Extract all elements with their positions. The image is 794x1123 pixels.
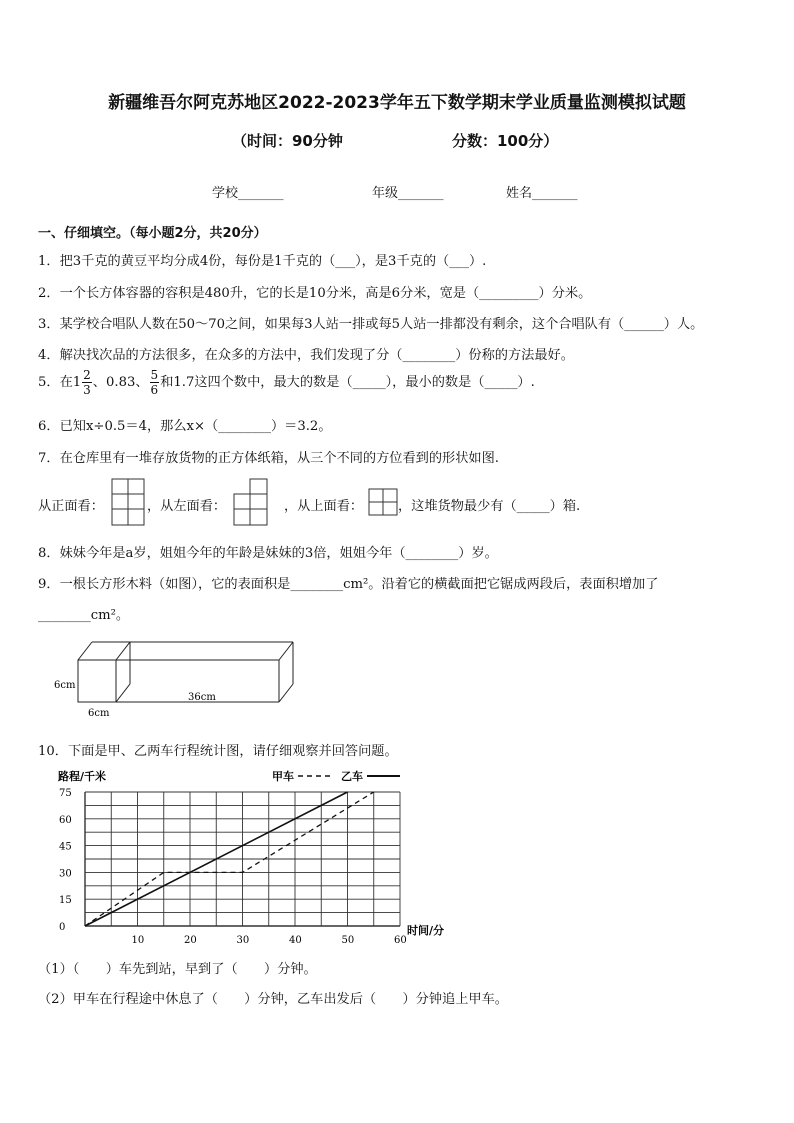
y-tick-label: 75 bbox=[59, 788, 72, 799]
question-9-line-2: ________cm²。 bbox=[38, 608, 130, 623]
q5-part-c: 和1.7这四个数中，最大的数是（_____），最小的数是（_____）. bbox=[160, 375, 535, 390]
x-tick-label: 10 bbox=[131, 935, 145, 946]
y-tick-label: 45 bbox=[59, 841, 72, 853]
wood-beam-figure bbox=[40, 632, 310, 722]
exam-score: 分数：100分） bbox=[452, 132, 559, 150]
beam-length-label: 36cm bbox=[188, 692, 216, 703]
y-tick-label: 15 bbox=[59, 895, 72, 907]
q7-front-label: 从正面看： bbox=[38, 499, 104, 514]
question-9-line-1: 9．一根长方形木料（如图），它的表面积是________cm²。沿着它的横截面把它锯成两段后，表面积增加了 bbox=[38, 577, 659, 592]
question-2: 2．一个长方体容器的容积是480升，它的长是10分米，高是6分米，宽是（_________）分米。 bbox=[38, 286, 592, 301]
left-view-figure bbox=[232, 477, 270, 527]
exam-title: 新疆维吾尔阿克苏地区2022-2023学年五下数学期末学业质量监测模拟试题 bbox=[108, 93, 686, 113]
question-10-2: （2）甲车在行程途中休息了（ ）分钟，乙车出发后（ ）分钟追上甲车。 bbox=[38, 992, 508, 1007]
question-10: 10．下面是甲、乙两车行程统计图，请仔细观察并回答问题。 bbox=[38, 744, 398, 759]
chart-grid bbox=[85, 792, 400, 926]
x-tick-label: 60 bbox=[394, 935, 407, 946]
question-10-1: （1）（ ）车先到站，早到了（ ）分钟。 bbox=[38, 962, 317, 977]
question-6: 6．已知x÷0.5＝4，那么x×（________）＝3.2。 bbox=[38, 419, 332, 434]
question-4: 4．解决找次品的方法很多，在众多的方法中，我们发现了分（________）份称的方法最好。 bbox=[38, 348, 574, 363]
chart-x-label: 时间/分 bbox=[407, 924, 445, 937]
y-tick-label: 30 bbox=[59, 868, 72, 880]
fraction-two-thirds: $\frac{2}{3}$ bbox=[83, 368, 91, 397]
front-view-figure bbox=[110, 477, 146, 527]
x-tick-label: 20 bbox=[184, 935, 197, 946]
fraction-five-sixths: $\frac{5}{6}$ bbox=[150, 368, 159, 397]
y-tick-label: 0 bbox=[59, 922, 66, 933]
grade-field: 年级_______ bbox=[372, 186, 444, 201]
section-heading: 一、仔细填空。（每小题2分，共20分） bbox=[38, 226, 267, 241]
legend-yi-label: 乙车 bbox=[341, 770, 363, 783]
x-tick-label: 30 bbox=[236, 935, 250, 946]
exam-time: （时间：90分钟 bbox=[232, 132, 343, 150]
legend-jia-label: 甲车 bbox=[272, 770, 294, 783]
y-tick-label: 60 bbox=[59, 814, 72, 826]
school-field: 学校_______ bbox=[212, 186, 284, 201]
name-field: 姓名_______ bbox=[506, 186, 578, 201]
q5-part-a: 5．在1 bbox=[38, 375, 82, 390]
chart-y-label: 路程/千米 bbox=[58, 770, 107, 783]
question-1: 1．把3千克的黄豆平均分成4份，每份是1千克的（___），是3千克的（___）. bbox=[38, 254, 487, 269]
x-tick-label: 50 bbox=[341, 935, 355, 946]
q7-top-label: ，从上面看： bbox=[284, 499, 364, 514]
question-5 bbox=[38, 368, 535, 397]
q5-part-b: 、0.83、 bbox=[92, 375, 149, 390]
q7-left-label: ，从左面看： bbox=[147, 499, 227, 514]
question-3: 3．某学校合唱队人数在50～70之间，如果每3人站一排或每5人站一排都没有剩余，这个合唱队有（______）人。 bbox=[38, 317, 704, 332]
question-8: 8．妹妹今年是a岁，姐姐今年的年龄是妹妹的3倍，姐姐今年（________）岁。 bbox=[38, 546, 498, 561]
travel-chart bbox=[30, 766, 460, 950]
beam-width-label: 6cm bbox=[88, 708, 110, 719]
top-view-figure bbox=[367, 487, 399, 517]
q7-end: ，这堆货物最少有（_____）箱. bbox=[398, 499, 581, 514]
x-tick-label: 40 bbox=[289, 935, 302, 946]
question-7: 7．在仓库里有一堆存放货物的正方体纸箱，从三个不同的方位看到的形状如图. bbox=[38, 451, 499, 466]
beam-height-label: 6cm bbox=[54, 680, 76, 691]
